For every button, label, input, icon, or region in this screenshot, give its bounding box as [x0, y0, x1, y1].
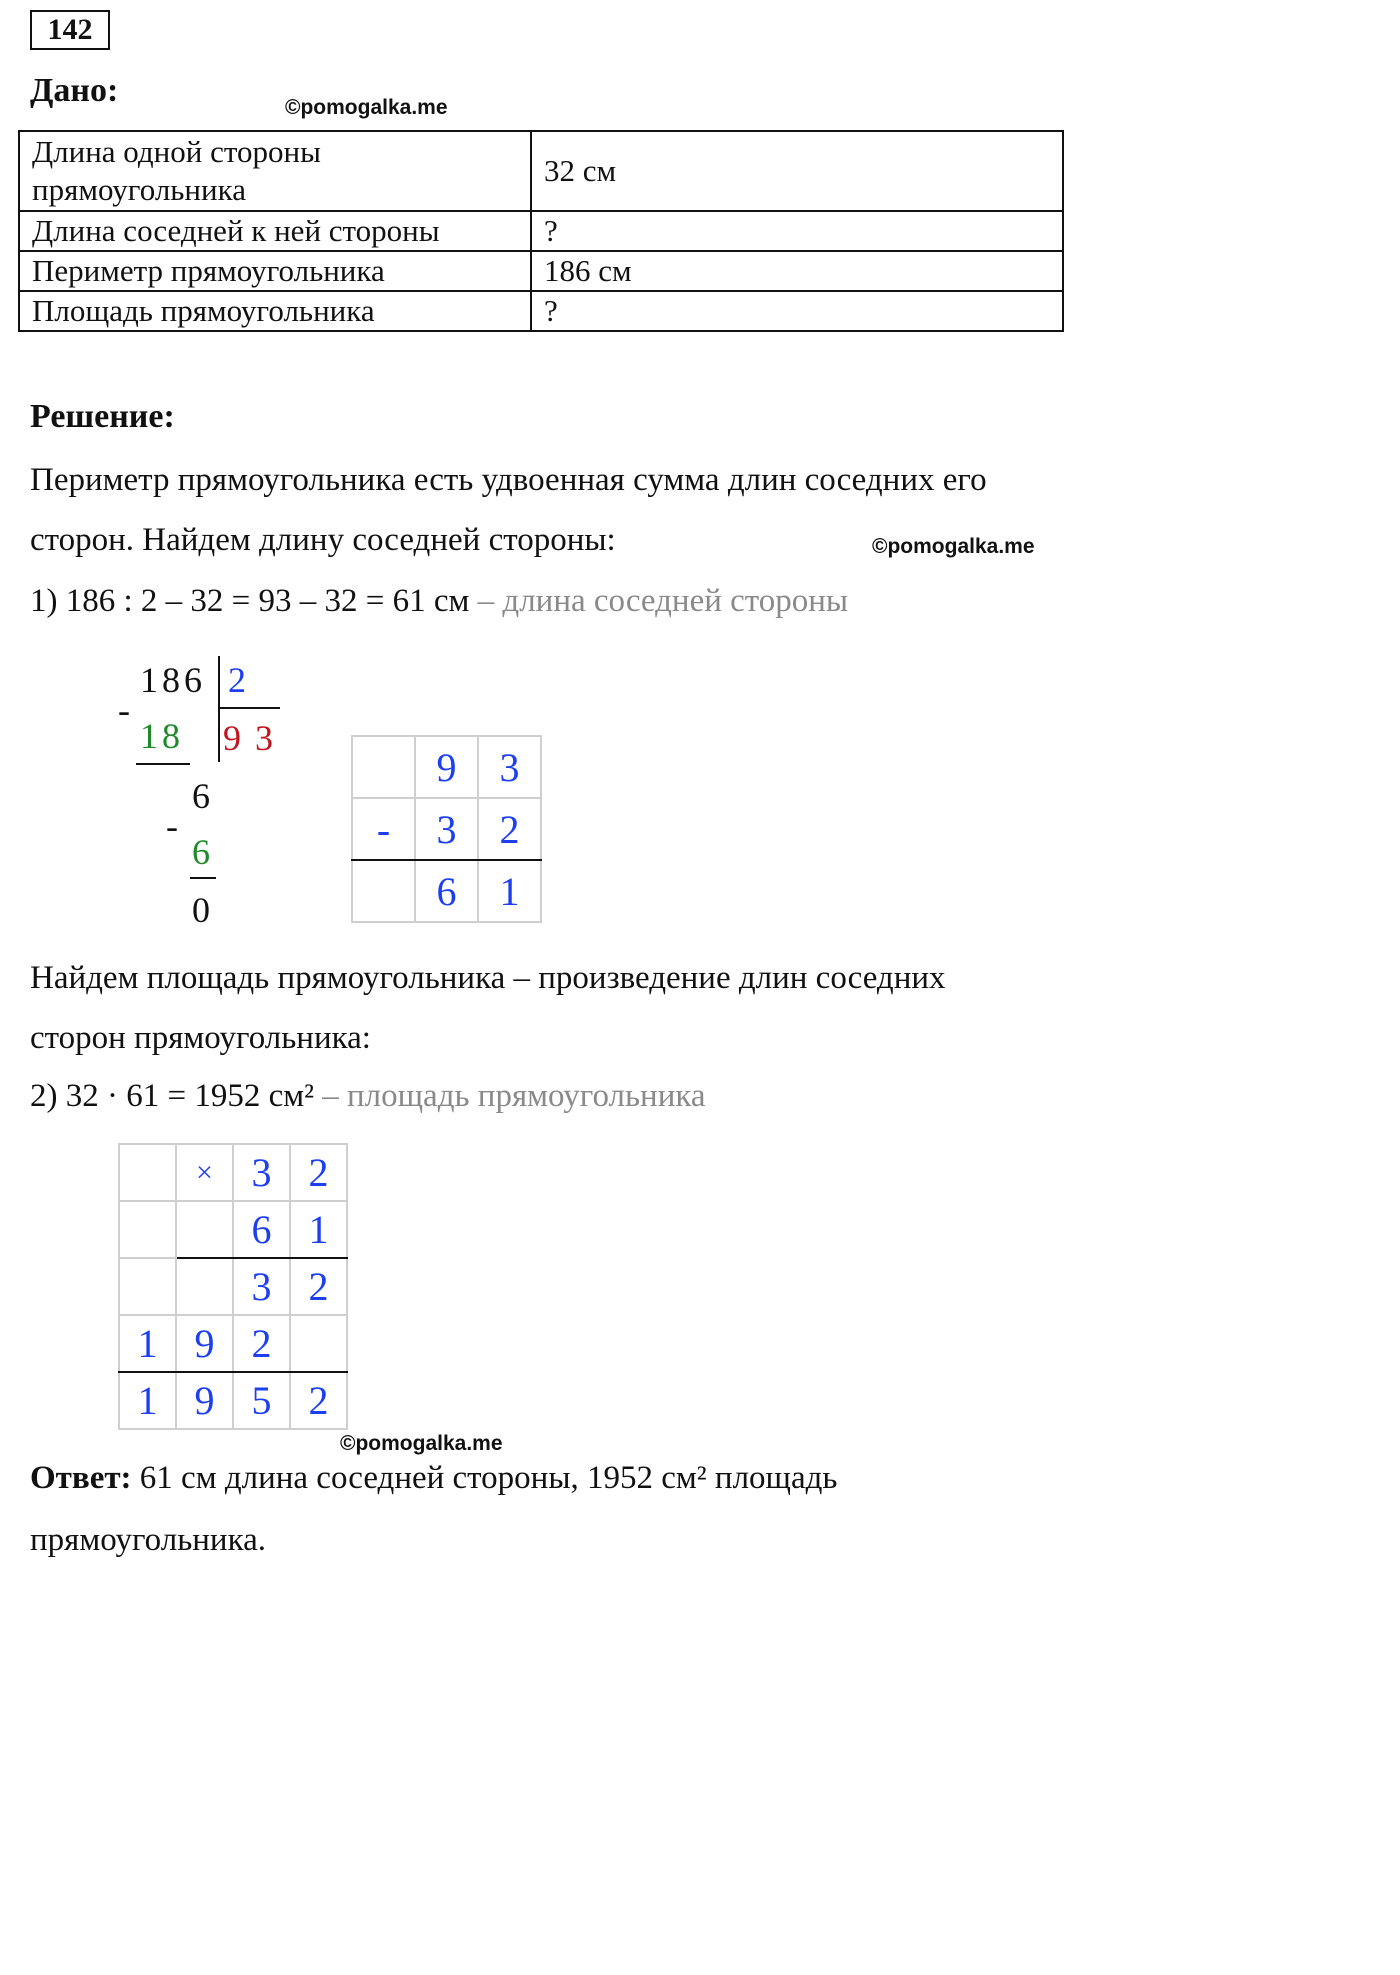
table-row	[19, 251, 1063, 291]
division-minus-2: -	[166, 806, 178, 846]
grid-cell: 3	[233, 1144, 290, 1201]
grid-cell: 6	[233, 1201, 290, 1258]
division-quotient-line	[218, 707, 280, 709]
grid-cell	[290, 1315, 347, 1372]
grid-cell: 6	[415, 860, 478, 922]
step-2-note: – площадь прямоугольника	[322, 1078, 706, 1114]
given-label: Площадь прямоугольника	[19, 291, 531, 331]
grid-cell: 3	[233, 1258, 290, 1315]
grid-cell: 2	[290, 1144, 347, 1201]
division-vertical-line	[218, 656, 220, 762]
grid-cell: 2	[478, 798, 541, 860]
grid-cell: 2	[290, 1372, 347, 1429]
division-dividend: 186	[140, 660, 206, 700]
table-row	[19, 291, 1063, 331]
grid-cell	[119, 1258, 176, 1315]
grid-cell	[352, 736, 415, 798]
given-label: Длина одной стороны прямоугольника	[19, 131, 531, 211]
given-label: Длина соседней к ней стороны	[19, 211, 531, 251]
division-quotient-digit-1: 9	[223, 718, 241, 758]
given-value: 32 см	[531, 131, 1063, 211]
step-2-expression: 2) 32 · 61 = 1952 см²	[30, 1078, 315, 1114]
step-2	[30, 1077, 706, 1115]
given-label: Периметр прямоугольника	[19, 251, 531, 291]
grid-cell: 9	[176, 1372, 233, 1429]
given-value: ?	[531, 211, 1063, 251]
solution-heading: Решение:	[30, 398, 175, 435]
grid-cell: 1	[290, 1201, 347, 1258]
grid-cell: -	[352, 798, 415, 860]
division-subtrahend-2: 6	[192, 832, 210, 872]
grid-cell	[176, 1258, 233, 1315]
step-1	[30, 582, 848, 620]
grid-cell	[119, 1144, 176, 1201]
grid-cell	[352, 860, 415, 922]
multiplication-grid	[118, 1143, 348, 1430]
grid-cell	[119, 1201, 176, 1258]
subtraction-grid	[351, 735, 542, 923]
answer-line-2: прямоугольника.	[30, 1522, 267, 1558]
grid-cell: 9	[415, 736, 478, 798]
table-row	[19, 131, 1063, 211]
grid-cell: 2	[290, 1258, 347, 1315]
division-divisor: 2	[228, 660, 246, 700]
division-line-2	[190, 877, 216, 879]
answer-line-1	[30, 1459, 837, 1497]
problem-number: 142	[30, 10, 110, 50]
watermark-bottom: ©pomogalka.me	[340, 1432, 503, 1455]
grid-cell: ×	[176, 1144, 233, 1201]
division-remainder-2: 0	[192, 890, 210, 930]
grid-cell: 9	[176, 1315, 233, 1372]
division-line-1	[136, 763, 190, 765]
table-row	[19, 211, 1063, 251]
division-remainder-1: 6	[192, 776, 210, 816]
grid-cell	[176, 1201, 233, 1258]
paragraph-1-line-2: сторон. Найдем длину соседней стороны:	[30, 522, 616, 558]
paragraph-2-line-2: сторон прямоугольника:	[30, 1020, 371, 1056]
division-minus-1: -	[118, 690, 130, 730]
given-value: 186 см	[531, 251, 1063, 291]
grid-cell: 1	[119, 1315, 176, 1372]
grid-cell: 2	[233, 1315, 290, 1372]
given-heading: Дано:	[30, 72, 119, 109]
grid-cell: 3	[415, 798, 478, 860]
given-value: ?	[531, 291, 1063, 331]
watermark-middle: ©pomogalka.me	[872, 535, 1035, 558]
grid-cell: 3	[478, 736, 541, 798]
step-1-note: – длина соседней стороны	[477, 583, 849, 619]
grid-cell: 5	[233, 1372, 290, 1429]
division-quotient-digit-2: 3	[255, 718, 273, 758]
step-1-expression: 1) 186 : 2 – 32 = 93 – 32 = 61 см	[30, 583, 470, 619]
paragraph-2-line-1: Найдем площадь прямоугольника – произведение длин соседних	[30, 960, 946, 996]
grid-cell: 1	[119, 1372, 176, 1429]
paragraph-1-line-1: Периметр прямоугольника есть удвоенная сумма длин соседних его	[30, 462, 987, 498]
watermark-top: ©pomogalka.me	[285, 96, 448, 119]
given-table	[18, 130, 1064, 332]
division-subtrahend-1: 18	[140, 716, 184, 756]
answer-label: Ответ:	[30, 1460, 132, 1496]
answer-text: 61 см длина соседней стороны, 1952 см² площадь	[139, 1460, 838, 1496]
grid-cell: 1	[478, 860, 541, 922]
